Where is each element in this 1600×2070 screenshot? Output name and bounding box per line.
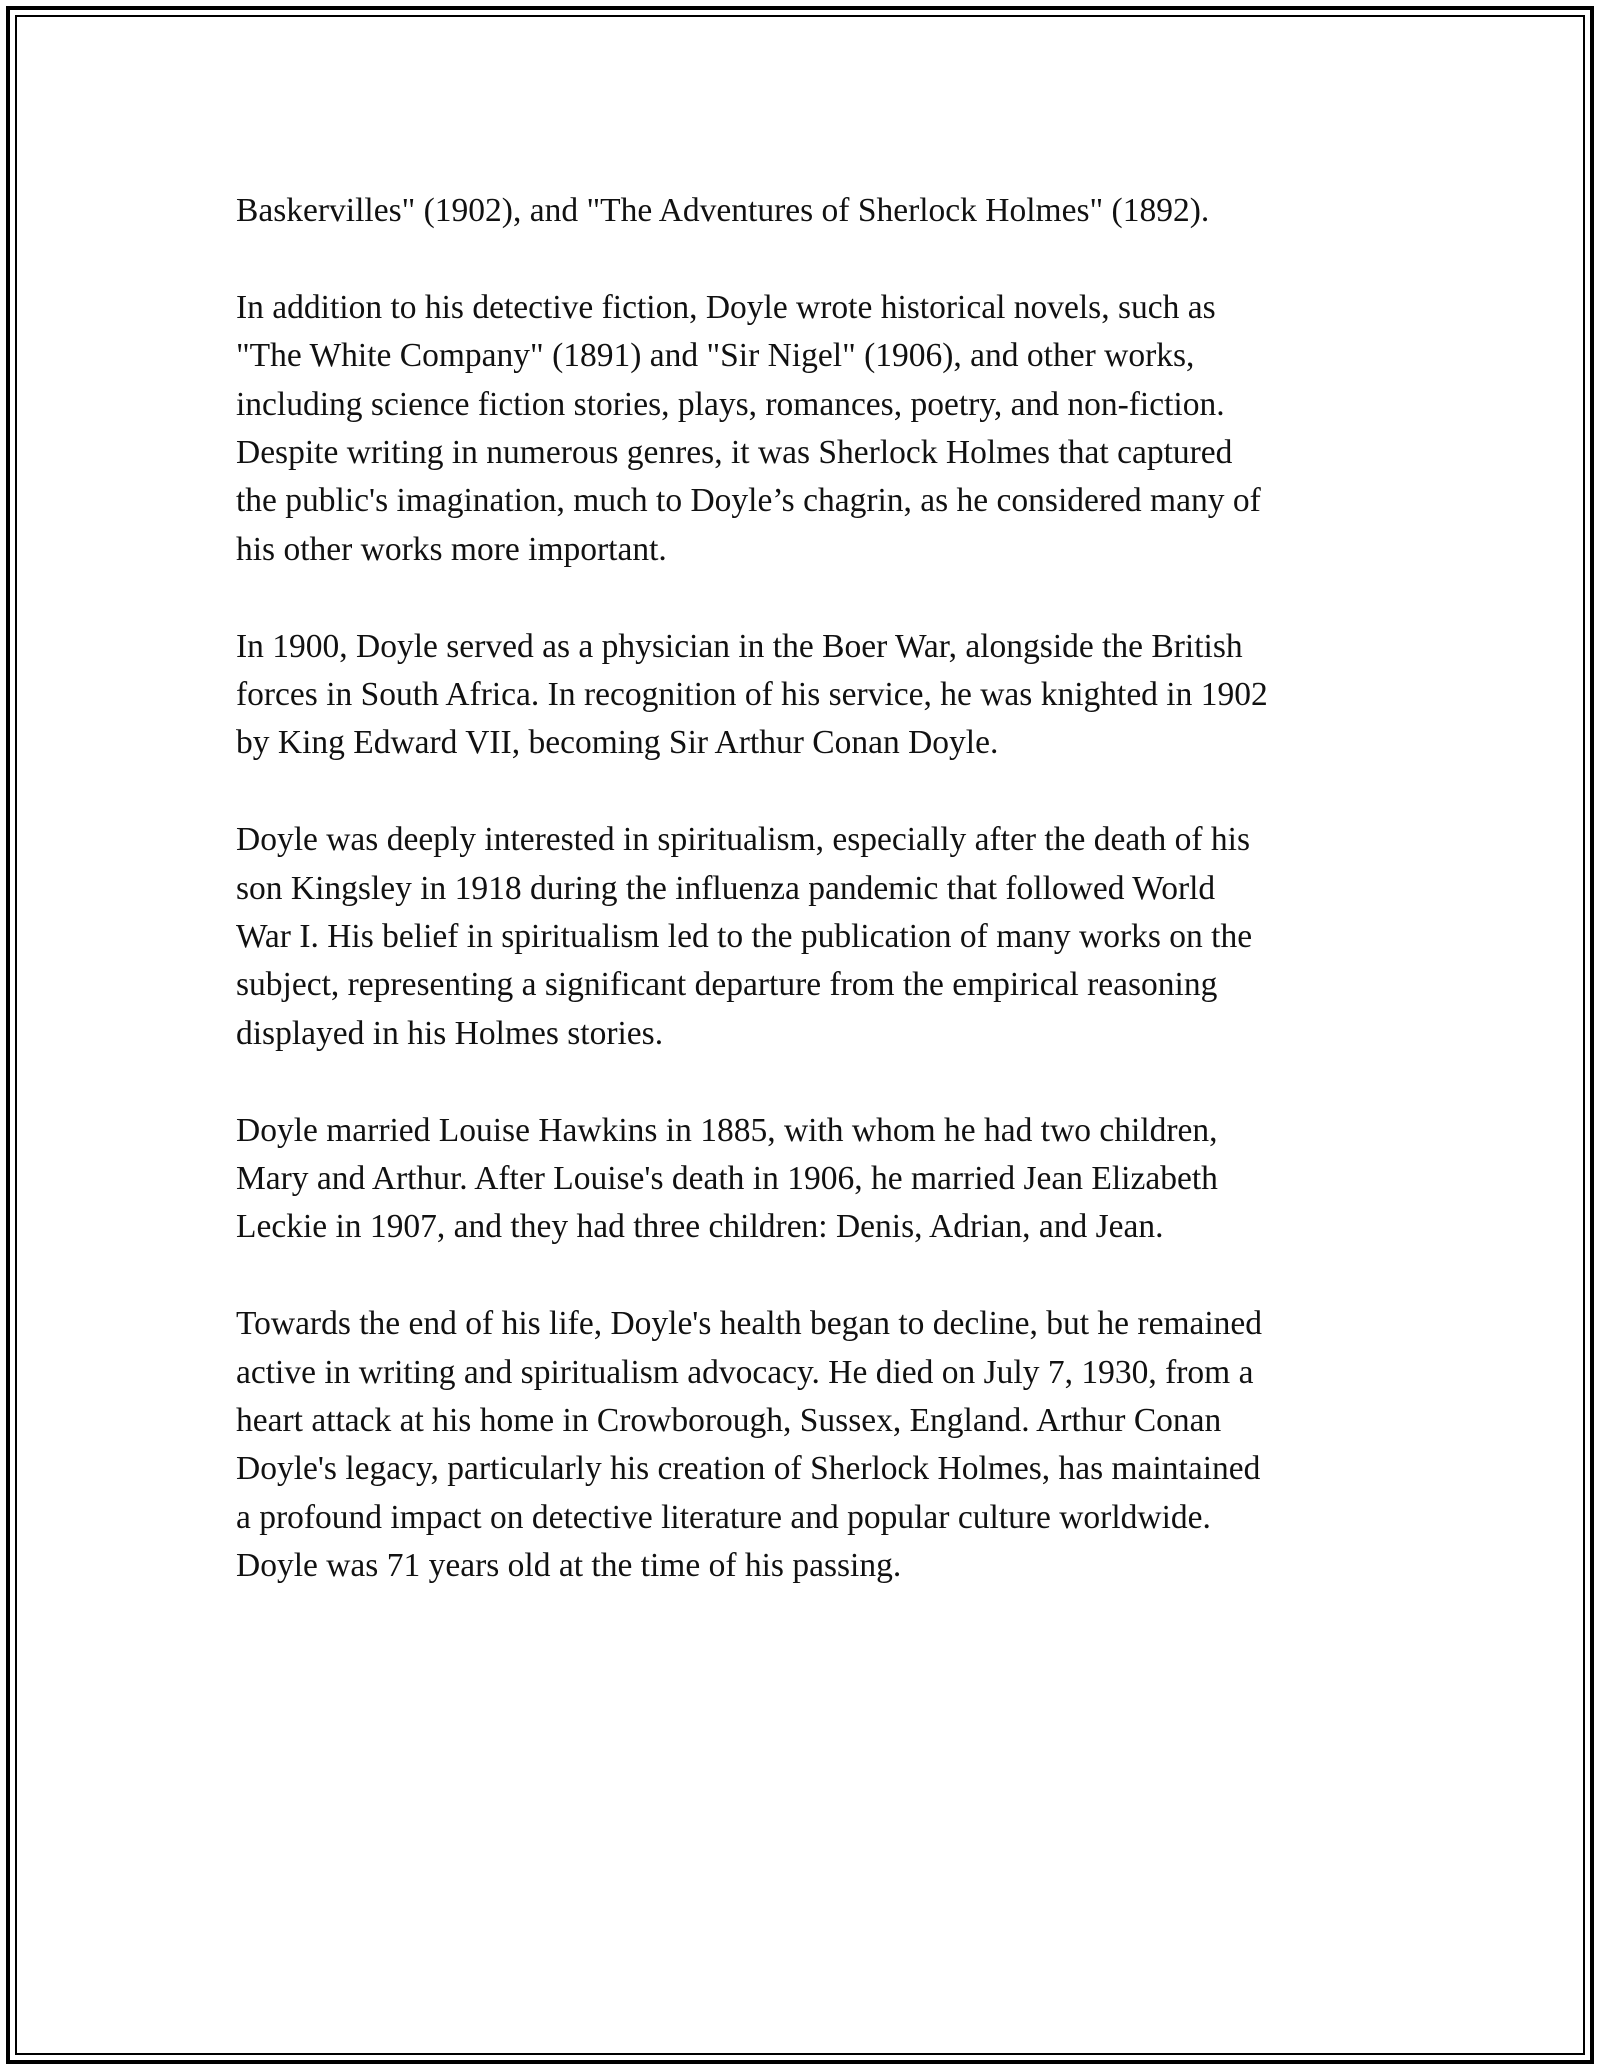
text-line: Doyle married Louise Hawkins in 1885, with whom he had two children, <box>236 1111 1218 1149</box>
paragraph-4 <box>236 816 1376 1058</box>
document-body <box>236 187 1376 1639</box>
paragraph-6 <box>236 1300 1376 1590</box>
text-line: Leckie in 1907, and they had three children: Denis, Adrian, and Jean. <box>236 1208 1164 1246</box>
text-line: including science fiction stories, plays, romances, poetry, and non-fiction. <box>236 385 1225 423</box>
text-line: In 1900, Doyle served as a physician in the Boer War, alongside the British <box>236 627 1243 665</box>
text-line: displayed in his Holmes stories. <box>236 1014 664 1052</box>
text-line: Despite writing in numerous genres, it was Sherlock Holmes that captured <box>236 434 1233 472</box>
text-line: War I. His belief in spiritualism led to the publication of many works on the <box>236 918 1253 956</box>
text-line: Doyle was deeply interested in spiritualism, especially after the death of his <box>236 821 1250 859</box>
text-line: "The White Company" (1891) and "Sir Nigel" (1906), and other works, <box>236 337 1195 375</box>
text-line: forces in South Africa. In recognition of his service, he was knighted in 1902 <box>236 676 1268 714</box>
text-line: the public's imagination, much to Doyle’s chagrin, as he considered many of <box>236 482 1261 520</box>
text-line: son Kingsley in 1918 during the influenza pandemic that followed World <box>236 869 1216 907</box>
text-line: heart attack at his home in Crowborough, Sussex, England. Arthur Conan <box>236 1402 1222 1440</box>
text-line: subject, representing a significant departure from the empirical reasoning <box>236 966 1218 1004</box>
text-line: Doyle was 71 years old at the time of his passing. <box>236 1547 902 1585</box>
text-line: by King Edward VII, becoming Sir Arthur Conan Doyle. <box>236 724 999 762</box>
text-line: his other works more important. <box>236 530 667 568</box>
text-line: Mary and Arthur. After Louise's death in 1906, he married Jean Elizabeth <box>236 1160 1218 1198</box>
paragraph-5 <box>236 1107 1376 1252</box>
text-line: In addition to his detective fiction, Doyle wrote historical novels, such as <box>236 288 1216 326</box>
paragraph-2 <box>236 284 1376 574</box>
text-line: active in writing and spiritualism advocacy. He died on July 7, 1930, from a <box>236 1353 1254 1391</box>
paragraph-3 <box>236 623 1376 768</box>
text-line: Towards the end of his life, Doyle's health began to decline, but he remained <box>236 1305 1263 1343</box>
text-line: Baskervilles" (1902), and "The Adventures of Sherlock Holmes" (1892). <box>236 192 1210 229</box>
paragraph-1 <box>236 187 1376 235</box>
text-line: a profound impact on detective literature and popular culture worldwide. <box>236 1498 1211 1536</box>
text-line: Doyle's legacy, particularly his creation of Sherlock Holmes, has maintained <box>236 1450 1261 1488</box>
